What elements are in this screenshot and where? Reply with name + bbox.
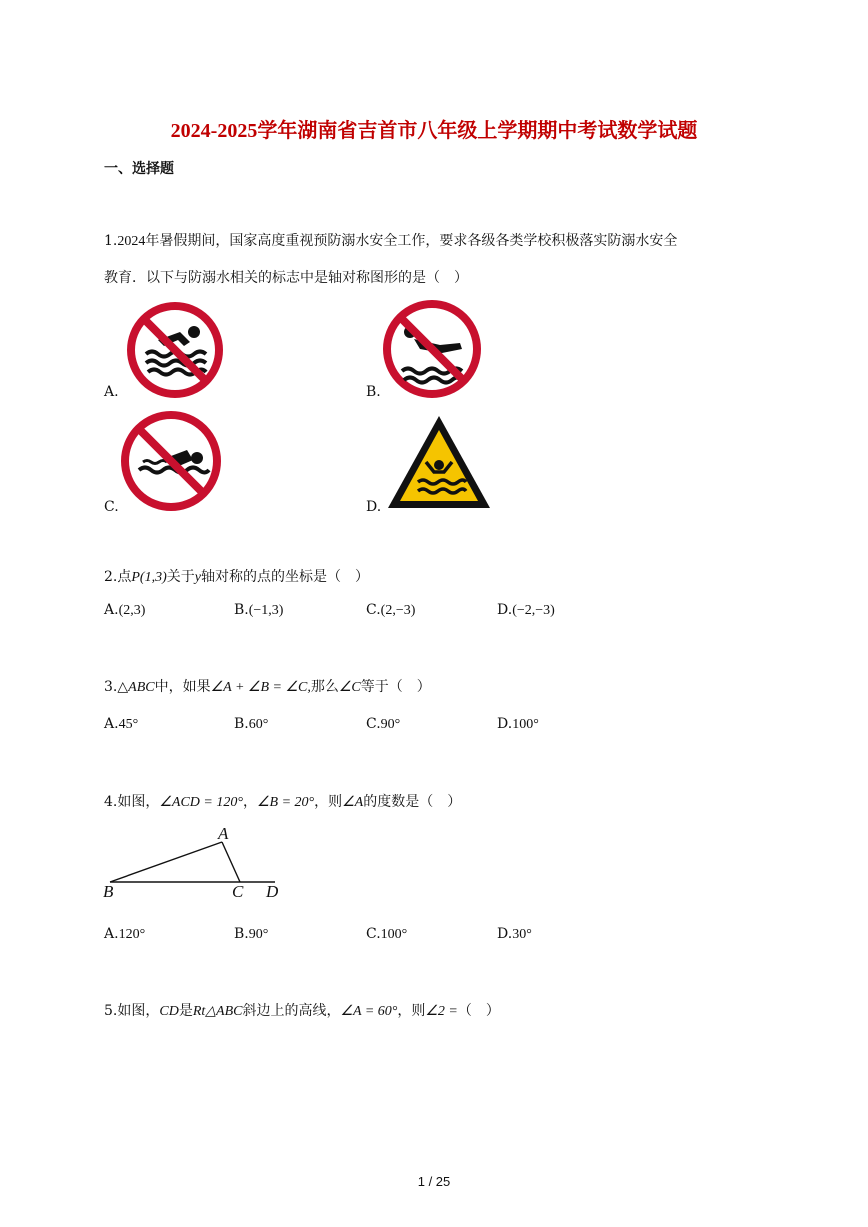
question-3 bbox=[104, 676, 431, 696]
question-text: 等于（ ） bbox=[360, 679, 431, 695]
question-text: 2.点 bbox=[104, 569, 132, 585]
q1-option-c-label: C. bbox=[104, 499, 119, 515]
question-1-line-2: 教育．以下与防溺水相关的标志中是轴对称图形的是（ ） bbox=[104, 270, 468, 286]
q4-option-a: A.120° bbox=[104, 926, 146, 942]
question-text: 中，如果 bbox=[154, 679, 211, 695]
right-triangle: Rt△ABC bbox=[192, 1004, 243, 1019]
q3-option-c: C.90° bbox=[366, 716, 401, 732]
angle-equation: ∠A + ∠B = ∠C, bbox=[210, 680, 311, 695]
no-swimming-sign-icon bbox=[119, 410, 223, 512]
question-text: 斜边上的高线， bbox=[242, 1003, 341, 1019]
no-swimming-sign-icon bbox=[124, 302, 226, 398]
question-text: 的度数是（ ） bbox=[363, 794, 462, 810]
vertex-label-d: D bbox=[266, 882, 279, 901]
condition-angle-b: ∠B = 20° bbox=[256, 795, 315, 810]
q1-option-b-label: B. bbox=[366, 384, 381, 400]
q2-option-d: D.(−2,−3) bbox=[497, 602, 555, 618]
angle-2: ∠2 = bbox=[425, 1004, 458, 1019]
question-number: 3. bbox=[104, 679, 118, 695]
question-text: 关于 bbox=[166, 569, 195, 585]
section-heading: 一、选择题 bbox=[104, 161, 174, 177]
question-text: （ ） bbox=[457, 1003, 500, 1019]
q2-option-c: C.(2,−3) bbox=[366, 602, 416, 618]
q4-option-b: B.90° bbox=[234, 926, 269, 942]
document-title: 2024-2025学年湖南省吉首市八年级上学期期中考试数学试题 bbox=[170, 120, 698, 142]
vertex-label-b: B bbox=[103, 882, 114, 901]
question-number: 1. bbox=[104, 233, 118, 249]
no-diving-sign-icon bbox=[380, 299, 484, 399]
axis-label: y bbox=[194, 570, 201, 585]
q4-option-c: C.100° bbox=[366, 926, 408, 942]
triangle-figure bbox=[100, 822, 290, 906]
point-p: P(1,3) bbox=[131, 570, 167, 585]
question-text: 那么 bbox=[310, 679, 339, 695]
question-text: ，则 bbox=[397, 1003, 426, 1019]
segment-cd: CD bbox=[159, 1004, 179, 1019]
question-5 bbox=[104, 1000, 500, 1020]
question-2 bbox=[104, 566, 369, 586]
question-text: 年暑假期间，国家高度重视预防溺水安全工作，要求各级各类学校积极落实防溺水安全 bbox=[145, 233, 678, 249]
question-text: 轴对称的点的坐标是（ ） bbox=[200, 569, 369, 585]
drowning-warning-sign-icon bbox=[384, 412, 494, 512]
question-text: 4.如图， bbox=[104, 794, 160, 810]
q1-option-a-label: A. bbox=[104, 384, 119, 400]
q4-option-d: D.30° bbox=[497, 926, 532, 942]
q2-option-b: B.(−1,3) bbox=[234, 602, 284, 618]
question-text: ，则 bbox=[314, 794, 343, 810]
vertex-label-c: C bbox=[232, 882, 244, 901]
question-text: 是 bbox=[178, 1003, 193, 1019]
q3-option-a: A.45° bbox=[104, 716, 139, 732]
question-text: ， bbox=[242, 794, 257, 810]
angle-c: ∠C bbox=[338, 680, 361, 695]
q2-option-a: A.(2,3) bbox=[104, 602, 146, 618]
q3-option-d: D.100° bbox=[497, 716, 539, 732]
page-number: 1 / 25 bbox=[417, 1174, 451, 1189]
triangle-symbol: △ bbox=[117, 679, 129, 695]
angle-a: ∠A bbox=[342, 795, 364, 810]
triangle-name: ABC bbox=[128, 680, 155, 695]
question-text: 5.如图， bbox=[104, 1003, 160, 1019]
condition-angle-a: ∠A = 60° bbox=[340, 1004, 398, 1019]
question-1-line-1 bbox=[104, 230, 677, 250]
condition-angle-acd: ∠ACD = 120° bbox=[159, 795, 243, 810]
q3-option-b: B.60° bbox=[234, 716, 269, 732]
year: 2024 bbox=[117, 234, 146, 249]
vertex-label-a: A bbox=[218, 824, 229, 843]
q1-option-d-label: D. bbox=[366, 499, 382, 515]
question-4 bbox=[104, 791, 461, 811]
